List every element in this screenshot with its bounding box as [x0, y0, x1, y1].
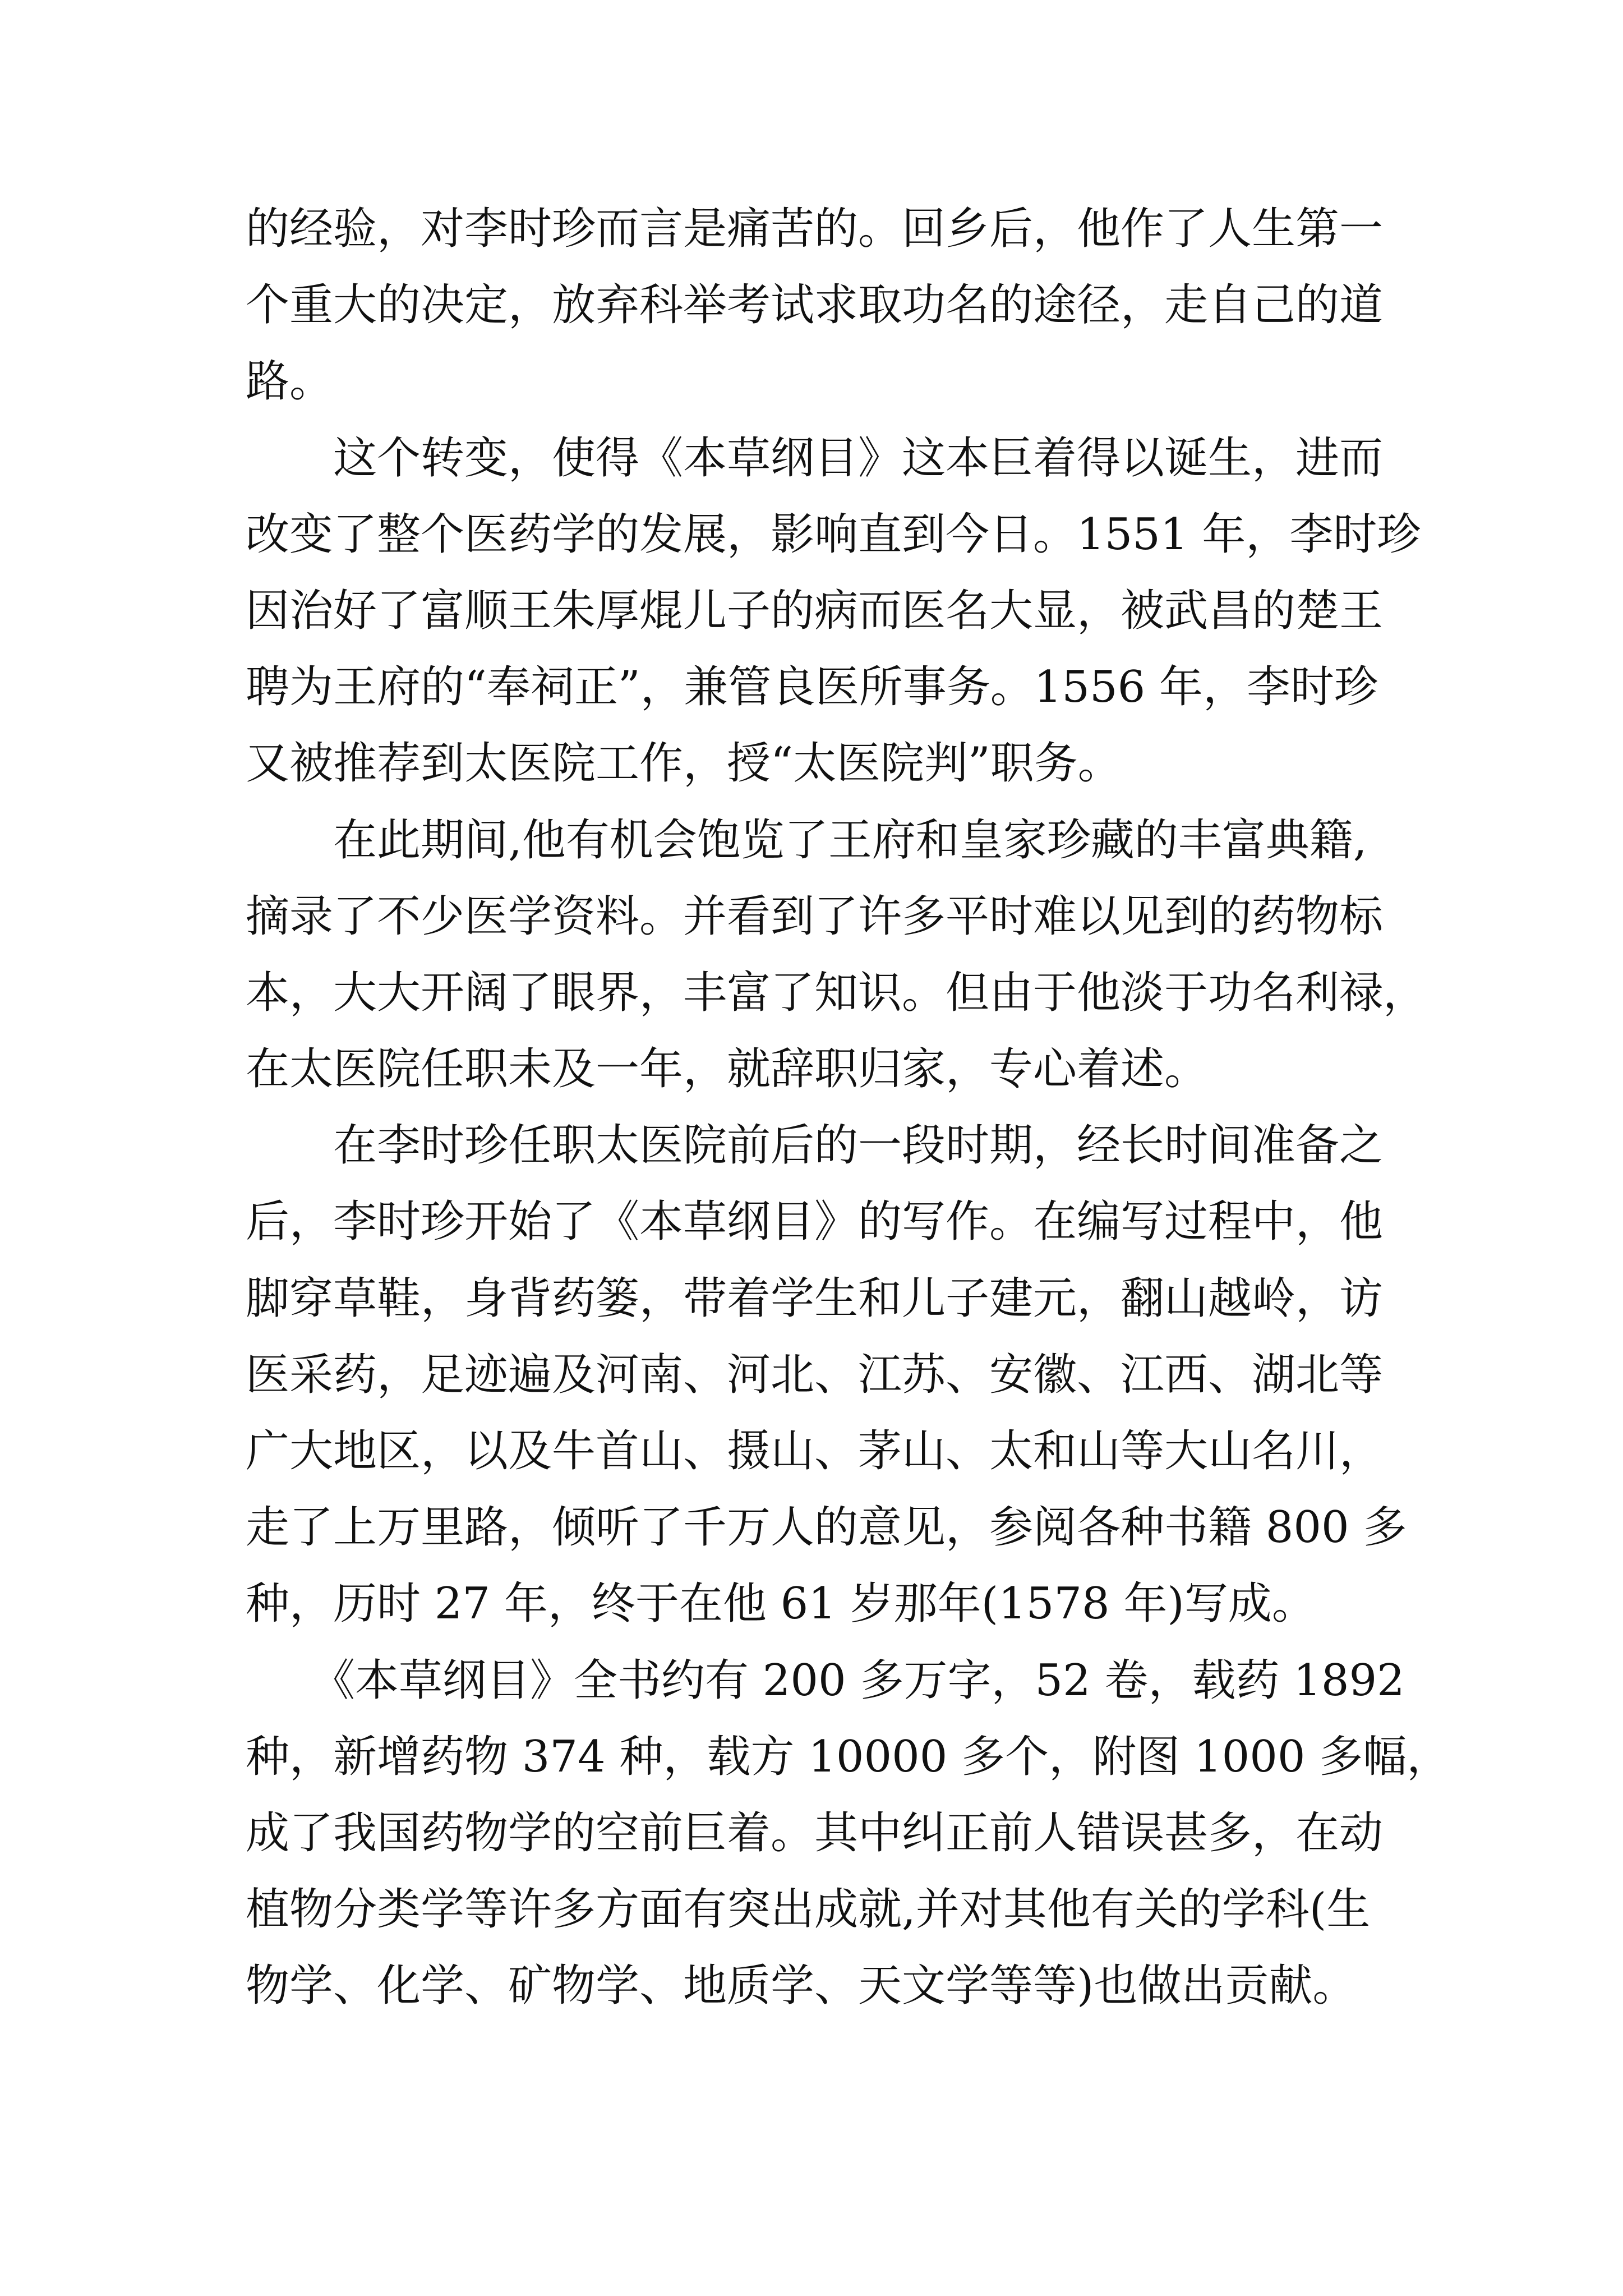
- text-line: 在太医院任职未及一年，就辞职归家，专心着述。: [246, 1044, 1209, 1095]
- text-line: 本，大大开阔了眼界，丰富了知识。但由于他淡于功名利禄，: [246, 967, 1427, 1018]
- text-line: 这个转变，使得《本草纲目》这本巨着得以诞生，进而: [246, 432, 1384, 484]
- paragraph-5: [246, 1642, 1451, 2024]
- text-line: 走了上万里路，倾听了千万人的意见，参阅各种书籍 800 多: [246, 1502, 1407, 1553]
- text-line: 脚穿草鞋，身背药篓，带着学生和儿子建元，翻山越岭，访: [246, 1273, 1384, 1324]
- text-line: 后，李时珍开始了《本草纲目》的写作。在编写过程中，他: [246, 1197, 1384, 1248]
- text-line: 又被推荐到太医院工作，授“太医院判”职务。: [246, 738, 1122, 789]
- text-line: 医采药，足迹遍及河南、河北、江苏、安徽、江西、湖北等: [246, 1349, 1384, 1400]
- text-line: 种，新增药物 374 种，载方 10000 多个，附图 1000 多幅，: [246, 1731, 1451, 1782]
- text-line: 聘为王府的“奉祠正”，兼管良医所事务。1556 年，李时珍: [246, 662, 1378, 713]
- text-line: 个重大的决定，放弃科举考试求取功名的途径，走自己的道: [246, 280, 1384, 331]
- body-text: [246, 191, 1451, 2024]
- text-line: 种，历时 27 年，终于在他 61 岁那年(1578 年)写成。: [246, 1579, 1316, 1630]
- text-line: 植物分类学等许多方面有突出成就,并对其他有关的学科(生: [246, 1884, 1371, 1935]
- text-line: 改变了整个医药学的发展，影响直到今日。1551 年，李时珍: [246, 509, 1421, 560]
- paragraph-2: [246, 420, 1421, 802]
- text-line: 广大地区，以及牛首山、摄山、茅山、太和山等大山名川，: [246, 1426, 1384, 1476]
- text-line: 在此期间,他有机会饱览了王府和皇家珍藏的丰富典籍,: [246, 815, 1367, 866]
- paragraph-1: [246, 191, 1401, 420]
- text-line: 摘录了不少医学资料。并看到了许多平时难以见到的药物标: [246, 891, 1384, 942]
- text-line: 成了我国药物学的空前巨着。其中纠正前人错误甚多，在动: [246, 1807, 1384, 1858]
- text-line: 路。: [246, 356, 334, 407]
- paragraph-4: [246, 1107, 1407, 1642]
- paragraph-3: [246, 802, 1427, 1108]
- text-line: 的经验，对李时珍而言是痛苦的。回乡后，他作了人生第一: [246, 204, 1384, 254]
- text-line: 物学、化学、矿物学、地质学、天文学等等)也做出贡献。: [246, 1961, 1357, 2012]
- text-line: 《本草纲目》全书约有 200 多万字，52 卷，载药 1892: [246, 1655, 1405, 1706]
- text-line: 因治好了富顺王朱厚焜儿子的病而医名大显，被武昌的楚王: [246, 585, 1384, 636]
- text-line: 在李时珍任职太医院前后的一段时期，经长时间准备之: [246, 1120, 1384, 1171]
